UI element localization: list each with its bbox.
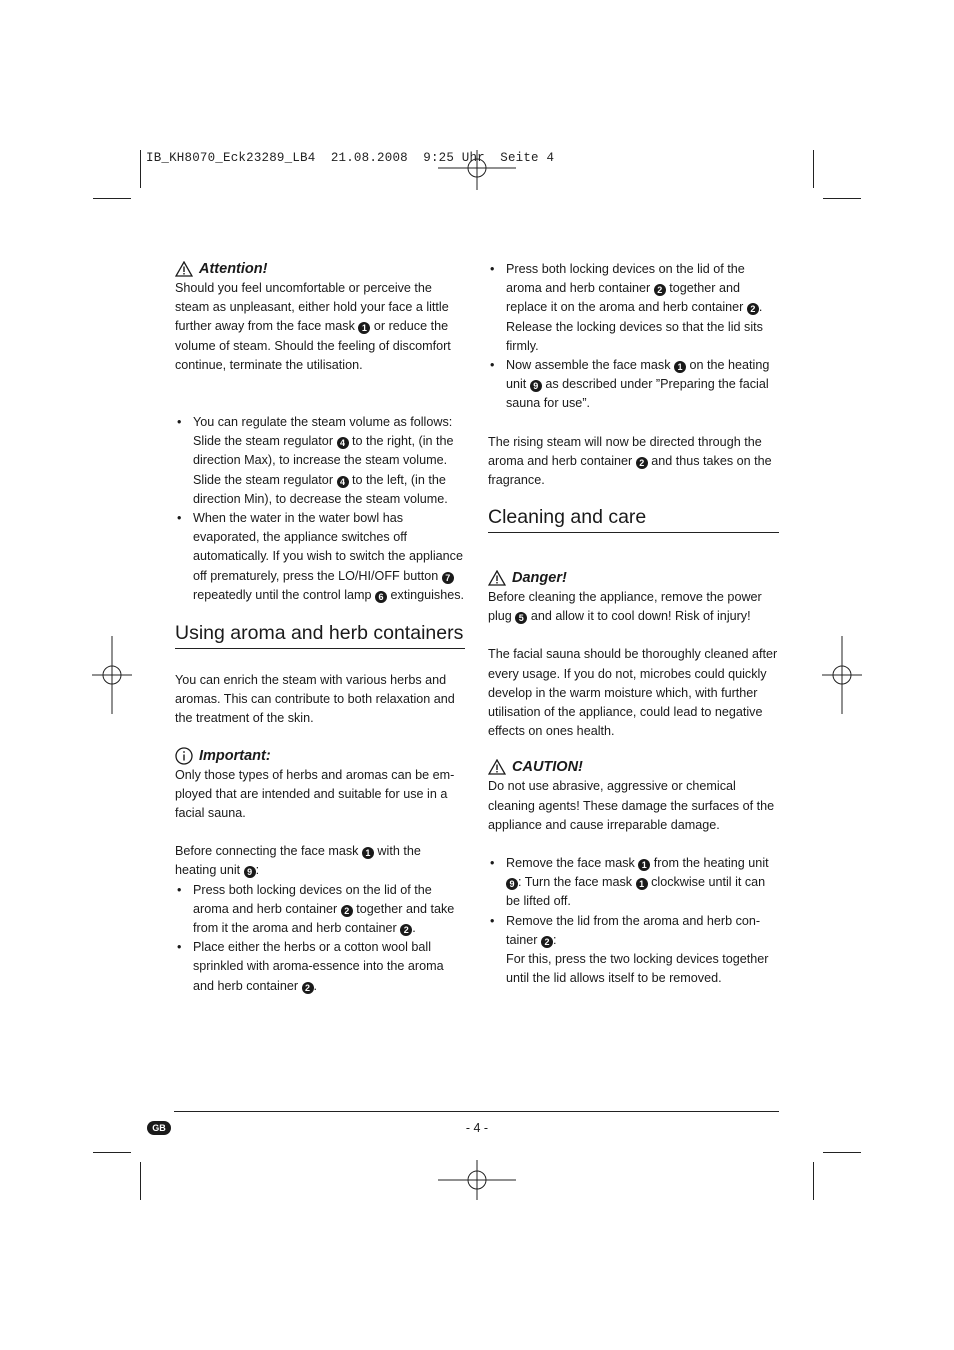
ref-number: 2 <box>341 905 353 917</box>
warning-icon <box>488 570 506 586</box>
left-column <box>175 259 465 605</box>
right-column <box>488 260 779 490</box>
ref-number: 9 <box>506 878 518 890</box>
ref-number: 2 <box>654 284 666 296</box>
ref-number: 6 <box>375 591 387 603</box>
registration-mark-right <box>822 636 862 714</box>
ref-number: 2 <box>636 457 648 469</box>
list-item: • Place either the herbs or a cotton wool ball sprinkled with aroma-essence into the aroma and herb container 2 . <box>175 938 465 996</box>
registration-mark-bottom <box>438 1160 516 1200</box>
caution-title: CAUTION! <box>512 759 583 776</box>
page-number: - 4 - <box>465 1121 489 1135</box>
registration-mark-left <box>92 636 132 714</box>
attention-text: Should you feel uncomfortable or perceive the steam as unpleasant, either hold your face a little further away from the face mask 1 or reduce the volume of steam. Should the feeling of discomfort continue, terminate the utilisation. <box>175 281 451 372</box>
list-item: • Remove the face mask 1 from the heating unit 9 : Turn the face mask 1 clockwise until it can be lifted off. <box>488 854 779 912</box>
ref-number: 1 <box>362 847 374 859</box>
before-connecting-text: Before connecting the face mask 1 with the heating unit 9 : <box>175 844 421 878</box>
ref-number: 1 <box>674 361 686 373</box>
section-heading-cleaning: Cleaning and care <box>488 505 779 533</box>
ref-number: 2 <box>541 936 553 948</box>
list-item: • Press both locking devices on the lid of the aroma and herb container 2 together and replace it on the aroma and herb container 2 . Release the locking devices so that the lid sits firmly. <box>488 260 779 356</box>
info-icon <box>175 747 193 765</box>
danger-notice-title <box>488 568 779 588</box>
ref-number: 5 <box>515 612 527 624</box>
ref-number: 2 <box>747 303 759 315</box>
ref-number: 4 <box>337 437 349 449</box>
aroma-bullet-list <box>175 881 465 996</box>
list-item: • Remove the lid from the aroma and herb con-tainer 2 : For this, press the two locking devices together until the lid allows itself to be removed. <box>488 912 779 989</box>
list-item: • Now assemble the face mask 1 on the heating unit 9 as described under ”Preparing the facial sauna for use”. <box>488 356 779 414</box>
attention-notice-title <box>175 259 465 279</box>
cleaning-text: The facial sauna should be thoroughly cleaned after every usage. If you do not, microbes could quickly develop in the warm moisture which, with further utilisation of the appliance, could lead to negative effects on ones health. <box>488 647 778 739</box>
aroma-intro-text: You can enrich the steam with various herbs and aromas. This can contribute to both relaxation and the treatment of the skin. <box>175 673 455 726</box>
cleaning-bullet-list <box>488 854 779 988</box>
attention-title: Attention! <box>199 261 268 277</box>
registration-mark-top <box>438 150 516 190</box>
right-column-section <box>488 505 779 988</box>
list-item: • You can regulate the steam volume as follows: Slide the steam regulator 4 to the right, (in the direction Max), to increase the steam volume. Slide the steam regulator 4 to the left, (in the direction Min), to decrease the steam volume. <box>175 413 465 509</box>
ref-number: 2 <box>400 924 412 936</box>
ref-number: 2 <box>302 982 314 994</box>
ref-number: 1 <box>358 322 370 334</box>
section-heading-aroma: Using aroma and herb containers <box>175 621 465 649</box>
caution-notice-title <box>488 757 779 777</box>
list-item: • Press both locking devices on the lid of the aroma and herb container 2 together and take from it the aroma and herb container 2 . <box>175 881 465 939</box>
left-column-section <box>175 621 465 996</box>
danger-text: Before cleaning the appliance, remove the power plug 5 and allow it to cool down! Risk of injury! <box>488 590 762 624</box>
rising-steam-text: The rising steam will now be directed through the aroma and herb container 2 and thus takes on the fragrance. <box>488 434 772 488</box>
important-title: Important: <box>199 747 271 764</box>
ref-number: 9 <box>244 866 256 878</box>
ref-number: 1 <box>636 878 648 890</box>
danger-title: Danger! <box>512 570 567 586</box>
language-badge: GB <box>147 1121 171 1135</box>
list-item: • When the water in the water bowl has evaporated, the appliance switches off automatically. If you wish to switch the appliance off prematurely, press the LO/HI/OFF button 7 repeatedly until the control lamp 6 extinguishes. <box>175 509 465 605</box>
ref-number: 9 <box>530 380 542 392</box>
footer-divider <box>174 1111 779 1112</box>
ref-number: 7 <box>442 572 454 584</box>
assembly-bullet-list <box>488 260 779 414</box>
ref-number: 4 <box>337 476 349 488</box>
warning-icon <box>488 759 506 775</box>
important-notice-title <box>175 746 465 766</box>
print-header: IB_KH8070_Eck23289_LB4 21.08.2008 9:25 Uhr Seite 4 <box>146 151 555 165</box>
warning-icon <box>175 261 193 277</box>
steam-bullet-list <box>175 413 465 605</box>
ref-number: 1 <box>638 859 650 871</box>
caution-text: Do not use abrasive, aggressive or chemical cleaning agents! These damage the surfaces of the appliance and cause irreparable damage. <box>488 779 775 832</box>
important-text: Only those types of herbs and aromas can be em-ployed that are intended and suitable for use in a facial sauna. <box>175 767 455 821</box>
